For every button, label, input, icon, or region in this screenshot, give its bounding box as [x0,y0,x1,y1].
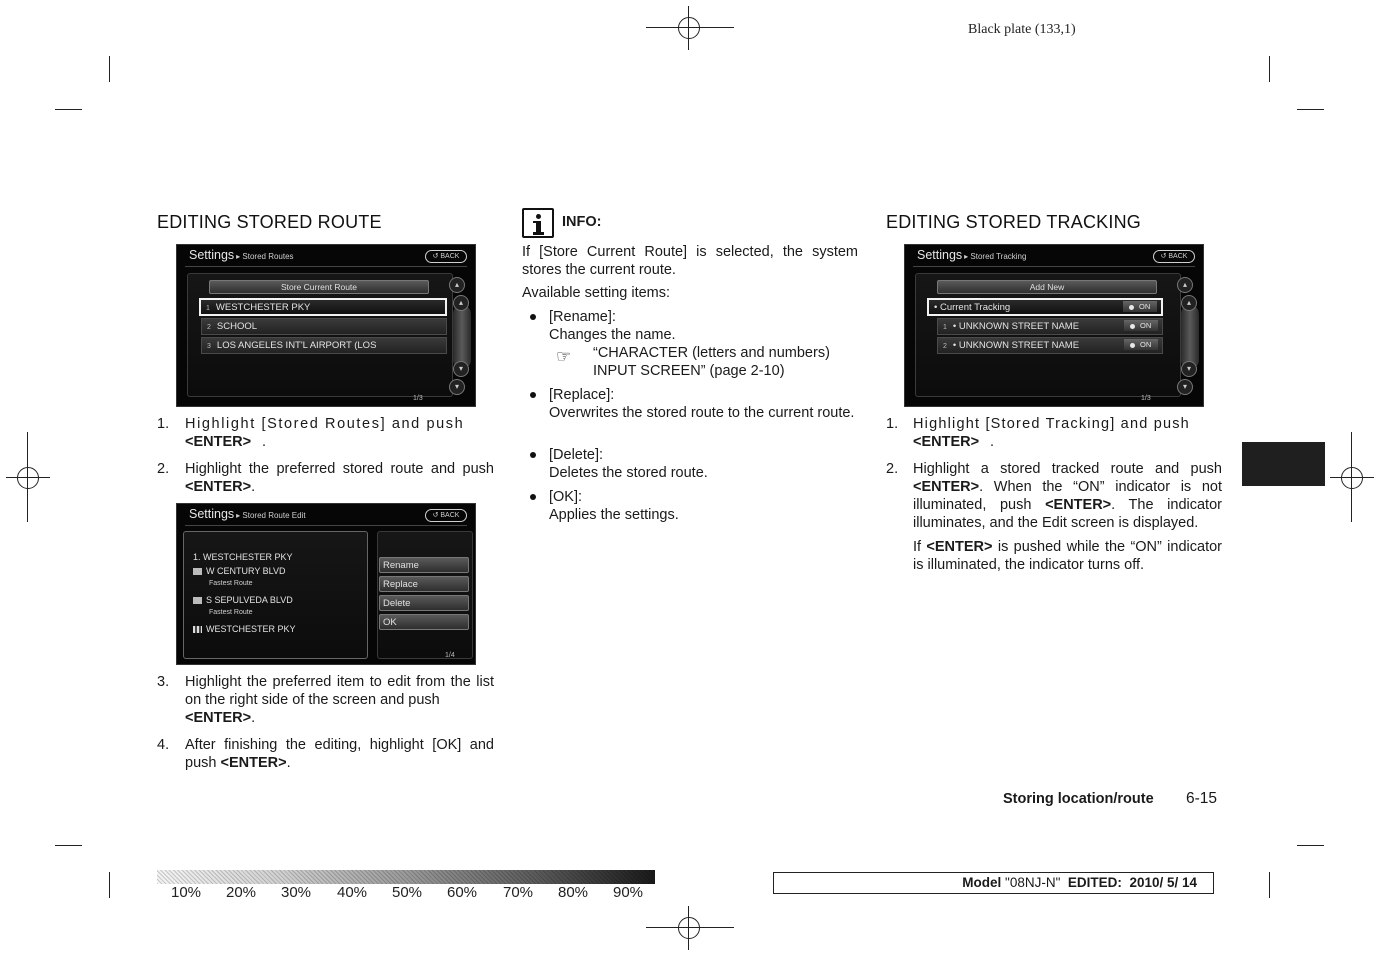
item-name: [OK]: [549,489,583,505]
scale-label: 50% [392,884,423,901]
step-number: 4. [157,737,170,753]
bullet-icon [530,494,536,500]
footer-page-number: 6-15 [1186,790,1218,807]
step-4-text: After finishing the editing, highlight [OK] and push <ENTER>. [185,737,494,771]
step-number: 1. [886,416,899,432]
scale-label: 20% [226,884,257,901]
step-number: 3. [157,674,170,690]
step-1-text: Highlight [Stored Routes] and push [185,416,465,432]
scroll-up-icon[interactable]: ▴ [1181,295,1197,311]
scroll-up-icon[interactable]: ▴ [453,295,469,311]
screen-stored-route-edit [176,503,476,665]
crop-line [55,109,82,110]
route-destination: WESTCHESTER PKY [193,624,296,634]
list-item[interactable]: 2 • UNKNOWN STREET NAME ON [937,337,1163,354]
crop-line [109,56,110,82]
tracking-note: If <ENTER> is pushed while the “ON” indicator is illuminated, the indicator turns off. [913,539,1222,573]
destination-flag-icon [193,626,202,633]
back-button[interactable]: ↺ BACK [1153,250,1195,263]
crop-line [1351,432,1352,522]
route-condition: Fastest Route [209,580,253,587]
rename-button[interactable]: Rename [379,557,469,573]
tracking-step-1-enter: <ENTER> [913,434,980,450]
scale-label: 70% [503,884,534,901]
step-number: 1. [157,416,170,432]
list-item[interactable]: 2 SCHOOL [201,318,447,335]
scale-label: 40% [337,884,368,901]
scroll-bottom-icon[interactable]: ▾ [449,379,465,395]
waypoint-flag-icon [193,597,202,604]
on-indicator: ON [1123,301,1157,312]
item-desc: Deletes the stored route. [549,465,708,481]
crop-line [1297,845,1324,846]
back-button[interactable]: ↺ BACK [425,509,467,522]
crop-line [646,27,734,28]
list-item[interactable]: • Current Tracking ON [927,298,1163,316]
plate-label: Black plate (133,1) [968,22,1076,37]
list-item[interactable]: 3 LOS ANGELES INT'L AIRPORT (LOS [201,337,447,354]
screen-stored-tracking [904,244,1204,407]
crop-line [27,432,28,522]
step-number: 2. [886,461,899,477]
tracking-step-1-text: Highlight [Stored Tracking] and push [913,416,1190,432]
scale-label: 90% [613,884,644,901]
item-desc: Applies the settings. [549,507,679,523]
info-title: INFO: [562,214,602,230]
bullet-icon [530,452,536,458]
route-waypoint: W CENTURY BLVD [193,566,286,576]
screen-title: Settings ▸ Stored Route Edit [189,507,306,521]
step-2-text: Highlight the preferred stored route and push <ENTER>. [185,461,494,495]
reference-text: “CHARACTER (letters and numbers) INPUT SCREEN” (page 2-10) [593,345,830,379]
scroll-top-icon[interactable]: ▴ [449,277,465,293]
step-3-text: Highlight the preferred item to edit from the list on the right side of the screen and push <ENTER>. [185,674,494,726]
crop-line [1297,109,1324,110]
item-desc: Changes the name. [549,327,676,343]
scale-label: 80% [558,884,589,901]
scroll-top-icon[interactable]: ▴ [1177,277,1193,293]
list-item[interactable]: 1 WESTCHESTER PKY [199,298,447,316]
crop-line [55,845,82,846]
delete-button[interactable]: Delete [379,595,469,611]
step-number: 2. [157,461,170,477]
scroll-bottom-icon[interactable]: ▾ [1177,379,1193,395]
tracking-step-2-text: Highlight a stored tracked route and push <ENTER>. When the “ON” indicator is not illuminated, push <ENTER>. The indicator illuminates, and the Edit screen is displayed. [913,461,1222,531]
bullet-icon [530,314,536,320]
scroll-down-icon[interactable]: ▾ [1181,361,1197,377]
route-start: 1. WESTCHESTER PKY [193,552,293,562]
available-items-label: Available setting items: [522,285,671,301]
route-waypoint: S SEPULVEDA BLVD [193,595,293,605]
scroll-down-icon[interactable]: ▾ [453,361,469,377]
screen-title: Settings ▸ Stored Tracking [917,248,1027,262]
item-desc: Overwrites the stored route to the current route. [549,405,855,421]
step-1-enter: <ENTER> [185,434,252,450]
list-item[interactable]: 1 • UNKNOWN STREET NAME ON [937,318,1163,335]
item-name: [Delete]: [549,447,603,463]
page-indicator: 1/3 [413,395,423,402]
replace-button[interactable]: Replace [379,576,469,592]
item-name: [Rename]: [549,309,616,325]
heading-editing-stored-route: EDITING STORED ROUTE [157,212,382,232]
scrollbar[interactable] [1181,305,1199,369]
chapter-tab [1242,442,1325,486]
scale-label: 30% [281,884,312,901]
screen-title: Settings ▸ Stored Routes [189,248,294,262]
color-scale-bar [157,870,655,884]
add-new-button[interactable]: Add New [937,280,1157,294]
registration-mark-right [1330,456,1374,500]
on-indicator: ON [1124,339,1158,350]
ok-button[interactable]: OK [379,614,469,630]
registration-mark-bottom [667,906,711,950]
registration-mark-top [667,6,711,50]
on-indicator: ON [1124,320,1158,331]
model-edited-box: Model "08NJ-N" EDITED: 2010/ 5/ 14 [773,872,1214,894]
info-icon [522,208,554,238]
waypoint-flag-icon [193,568,202,575]
step-1-period: . [262,434,267,450]
info-intro: If [Store Current Route] is selected, the system stores the current route. [522,244,858,278]
bullet-icon [530,392,536,398]
scale-label: 10% [171,884,202,901]
scrollbar[interactable] [453,305,471,369]
screen-stored-routes [176,244,476,407]
crop-line [1269,56,1270,82]
page-indicator: 1/4 [445,652,455,659]
item-name: [Replace]: [549,387,615,403]
crop-line [109,872,110,898]
store-current-route-button[interactable]: Store Current Route [209,280,429,294]
crop-line [1269,872,1270,898]
footer-section-title: Storing location/route [1003,791,1154,807]
registration-mark-left [6,456,50,500]
reference-hand-icon: ☞ [556,347,572,366]
back-button[interactable]: ↺ BACK [425,250,467,263]
tracking-step-1-period: . [990,434,995,450]
heading-editing-stored-tracking: EDITING STORED TRACKING [886,212,1141,232]
scale-label: 60% [447,884,478,901]
page-indicator: 1/3 [1141,395,1151,402]
route-condition: Fastest Route [209,609,253,616]
crop-line [646,927,734,928]
